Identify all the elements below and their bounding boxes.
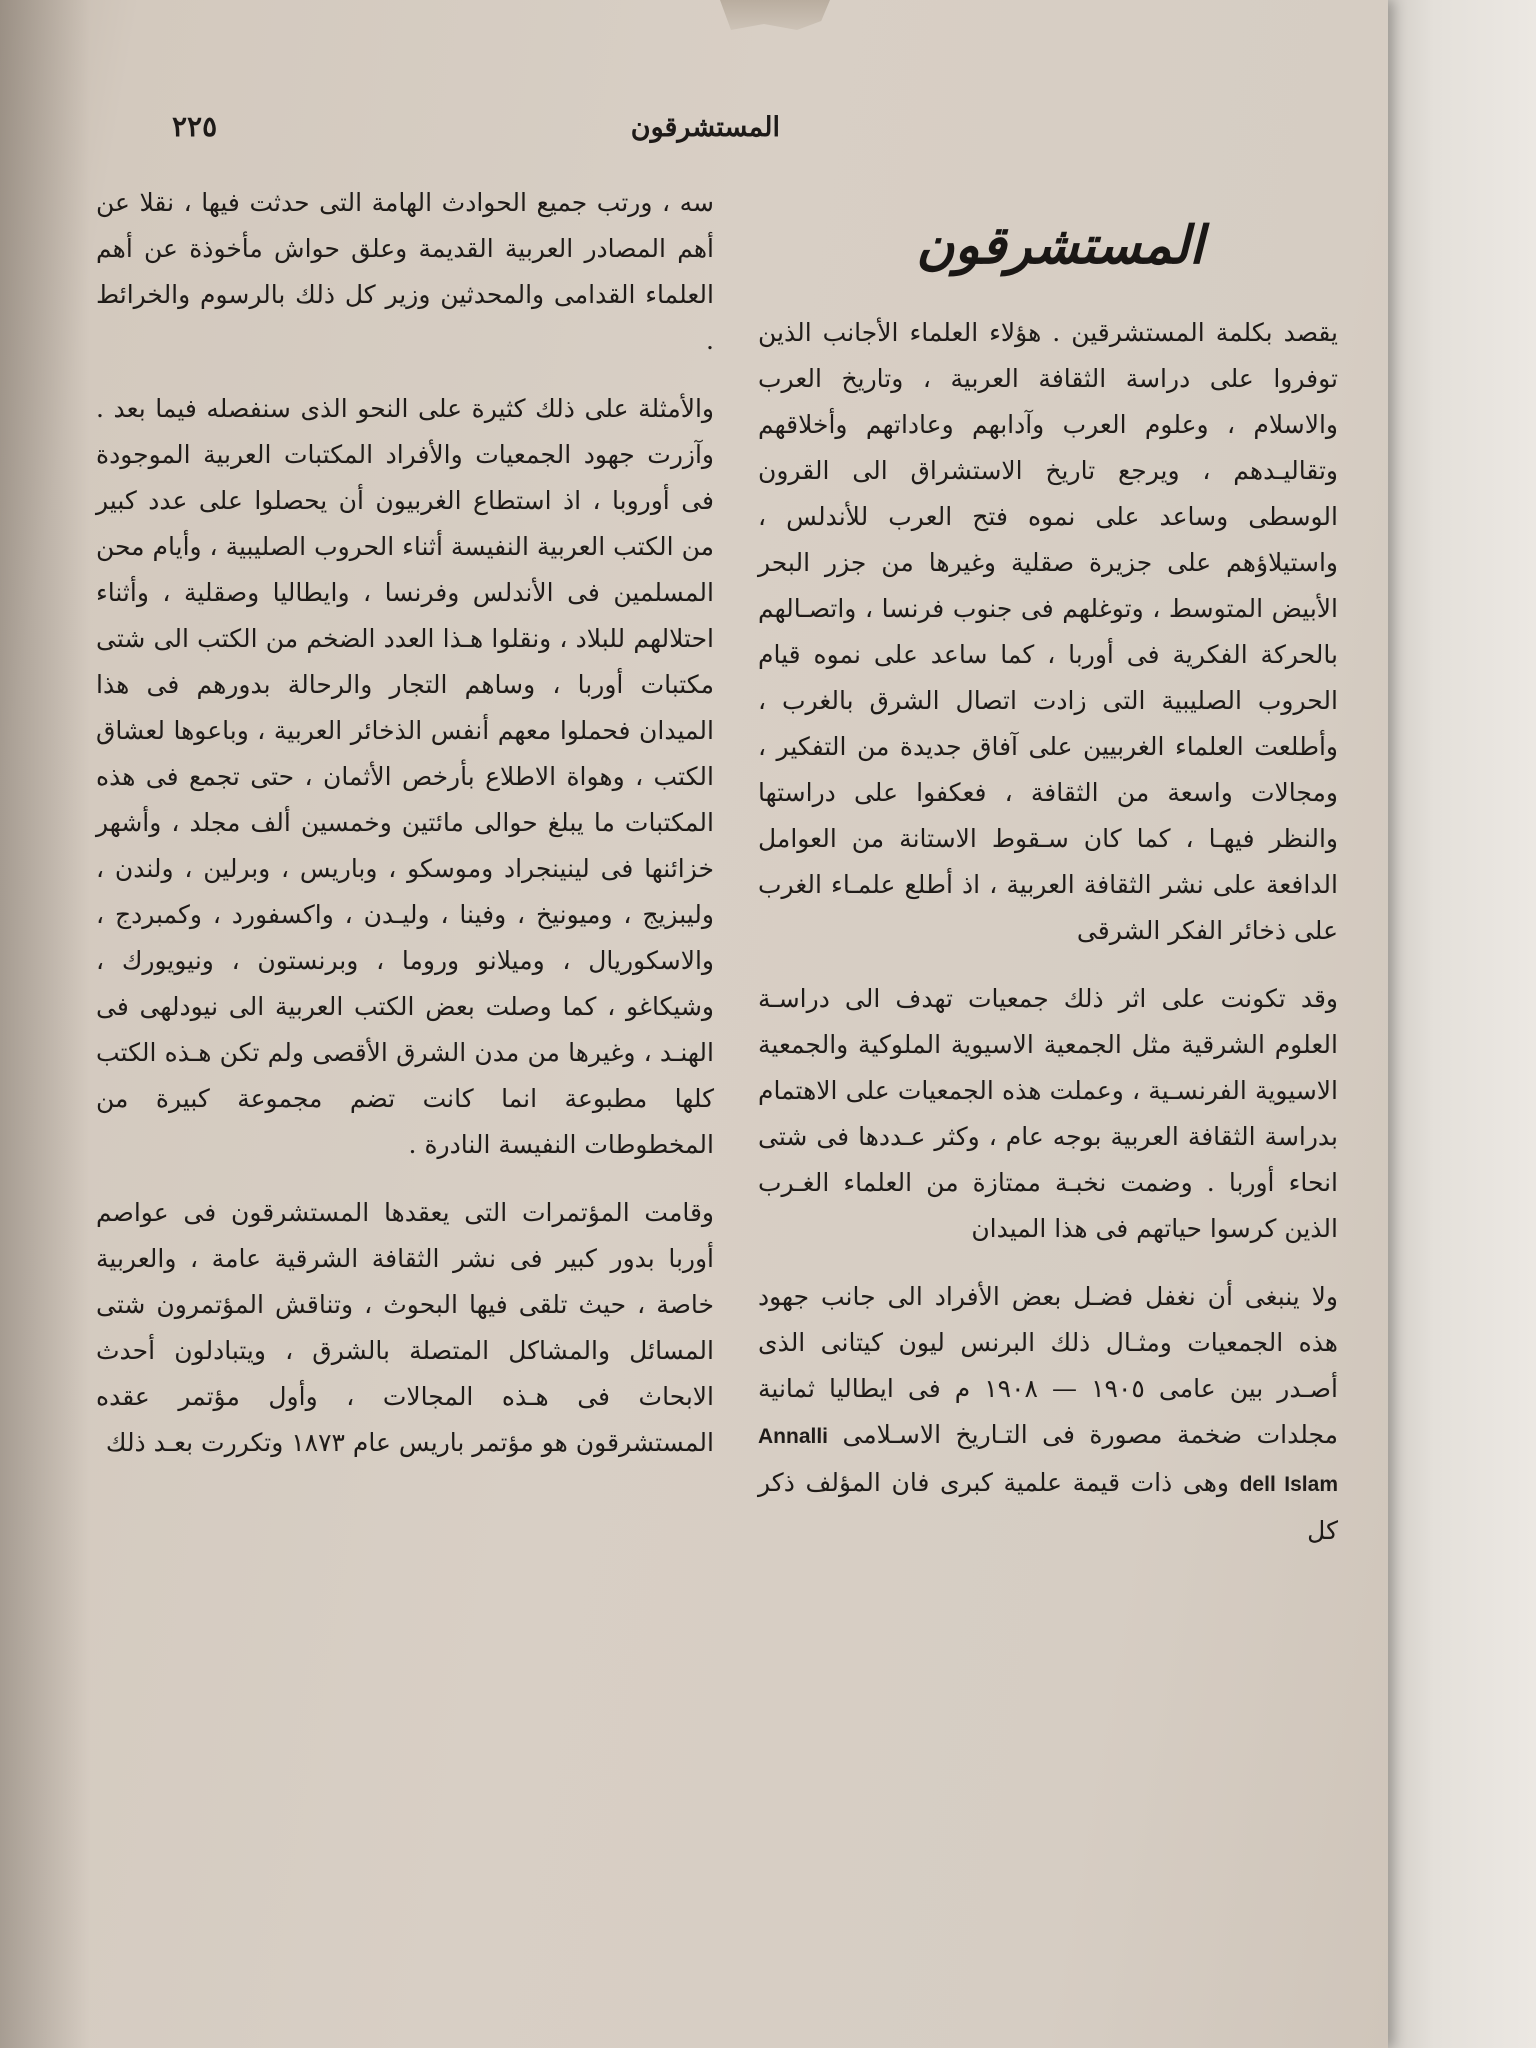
left-column [96, 180, 714, 1466]
running-title: المستشرقون [630, 112, 780, 143]
paragraph-text: ولا ينبغى أن نغفل فضـل بعض الأفراد الى جانب جهود هذه الجمعيات ومثـال ذلك البرنس ليون كيتانى الذى أصـدر بين عامى ١٩٠٥ — ١٩٠٨ م فى ايطاليا ثمانية مجلدات ضخمة مصورة فى التـاريخ الاسـلامى [758, 1282, 1338, 1449]
background-surface [1366, 0, 1536, 2048]
paragraph: وقد تكونت على اثر ذلك جمعيات تهدف الى دراسـة العلوم الشرقية مثل الجمعية الاسيوية الملوكية والجمعية الاسيوية الفرنسـية ، وعملت هذه الجمعيات على الاهتمام بدراسة الثقافة العربية بوجه عام ، وكثر عـددها فى شتى انحاء أوربا . وضمت نخبـة ممتازة من العلماء الغـرب الذين كرسوا حياتهم فى هذا الميدان [758, 984, 1338, 1243]
paragraph [758, 1274, 1338, 1554]
page-number: ٢٢٥ [172, 110, 218, 143]
paragraph-text: وهى ذات قيمة علمية كبرى فان المؤلف ذكر كل [758, 1468, 1338, 1545]
paragraph: وقامت المؤتمرات التى يعقدها المستشرقون فى عواصم أوربا بدور كبير فى نشر الثقافة الشرقية عامة ، والعربية خاصة ، حيث تلقى فيها البحوث ، وتناقش المؤتمرون شتى المسائل والمشاكل المتصلة بالشرق ، ويتبادلون أحدث الابحاث فى هـذه المجالات ، وأول مؤتمر عقده المستشرقون هو مؤتمر باريس عام ١٨٧٣ وتكررت بعـد ذلك [96, 1198, 714, 1457]
page-header [160, 112, 780, 162]
latin-title: Annalli dell Islam [758, 1425, 1338, 1496]
paragraph: سه ، ورتب جميع الحوادث الهامة التى حدثت فيها ، نقلا عن أهم المصادر العربية القديمة وعلق حواش مأخوذة عن أهم العلماء القدامى والمحدثين وزير كل ذلك بالرسوم والخرائط . [96, 188, 714, 355]
right-column [758, 310, 1338, 1554]
section-title: المستشرقون [916, 215, 1204, 276]
torn-edge [720, 0, 830, 30]
paragraph: يقصد بكلمة المستشرقين . هؤلاء العلماء الأجانب الذين توفروا على دراسة الثقافة العربية ، وتاريخ العرب والاسلام ، وعلوم العرب وآدابهم وعاداتهم وأخلاقهم وتقاليـدهم ، ويرجع تاريخ الاستشراق الى القرون الوسطى وساعد على نموه فتح العرب للأندلس ، واستيلاؤهم على جزيرة صقلية وغيرها من جزر البحر الأبيض المتوسط ، وتوغلهم فى جنوب فرنسا ، واتصـالهم بالحركة الفكرية فى أوربا ، كما ساعد على نموه قيام الحروب الصليبية التى زادت اتصال الشرق بالغرب ، وأطلعت العلماء الغربيين على آفاق جديدة من التفكير ، ومجالات واسعة من الثقافة ، فعكفوا على دراستها والنظر فيهـا ، كما كان سـقوط الاستانة من العوامل الدافعة على نشر الثقافة العربية ، اذ أطلع علمـاء الغرب على ذخائر الفكر الشرقى [758, 318, 1338, 945]
paragraph: والأمثلة على ذلك كثيرة على النحو الذى سنفصله فيما بعد . وآزرت جهود الجمعيات والأفراد المكتبات العربية الموجودة فى أوروبا ، اذ استطاع الغربيون أن يحصلوا على عدد كبير من الكتب العربية النفيسة أثناء الحروب الصليبية ، وأيام محن المسلمين فى الأندلس وفرنسا ، وايطاليا وصقلية ، وأثناء احتلالهم للبلاد ، ونقلوا هـذا العدد الضخم من الكتب الى شتى مكتبات أوربا ، وساهم التجار والرحالة بدورهم فى هذا الميدان فحملوا معهم أنفس الذخائر العربية ، وباعوها لعشاق الكتب ، وهواة الاطلاع بأرخص الأثمان ، حتى تجمع فى هذه المكتبات ما يبلغ حوالى مائتين وخمسين ألف مجلد ، وأشهر خزائنها فى لينينجراد وموسكو ، وباريس ، وبرلين ، ولندن ، وليبزيج ، وميونيخ ، وفينا ، وليـدن ، واكسفورد ، وكمبردج ، والاسكوريال ، وميلانو وروما ، وبرنستون ، ونيويورك ، وشيكاغو ، كما وصلت بعض الكتب العربية الى نيودلهى فى الهنـد ، وغيرها من مدن الشرق الأقصى ولم تكن هـذه الكتب كلها مطبوعة انما كانت تضم مجموعة كبيرة من المخطوطات النفيسة النادرة . [96, 394, 714, 1159]
